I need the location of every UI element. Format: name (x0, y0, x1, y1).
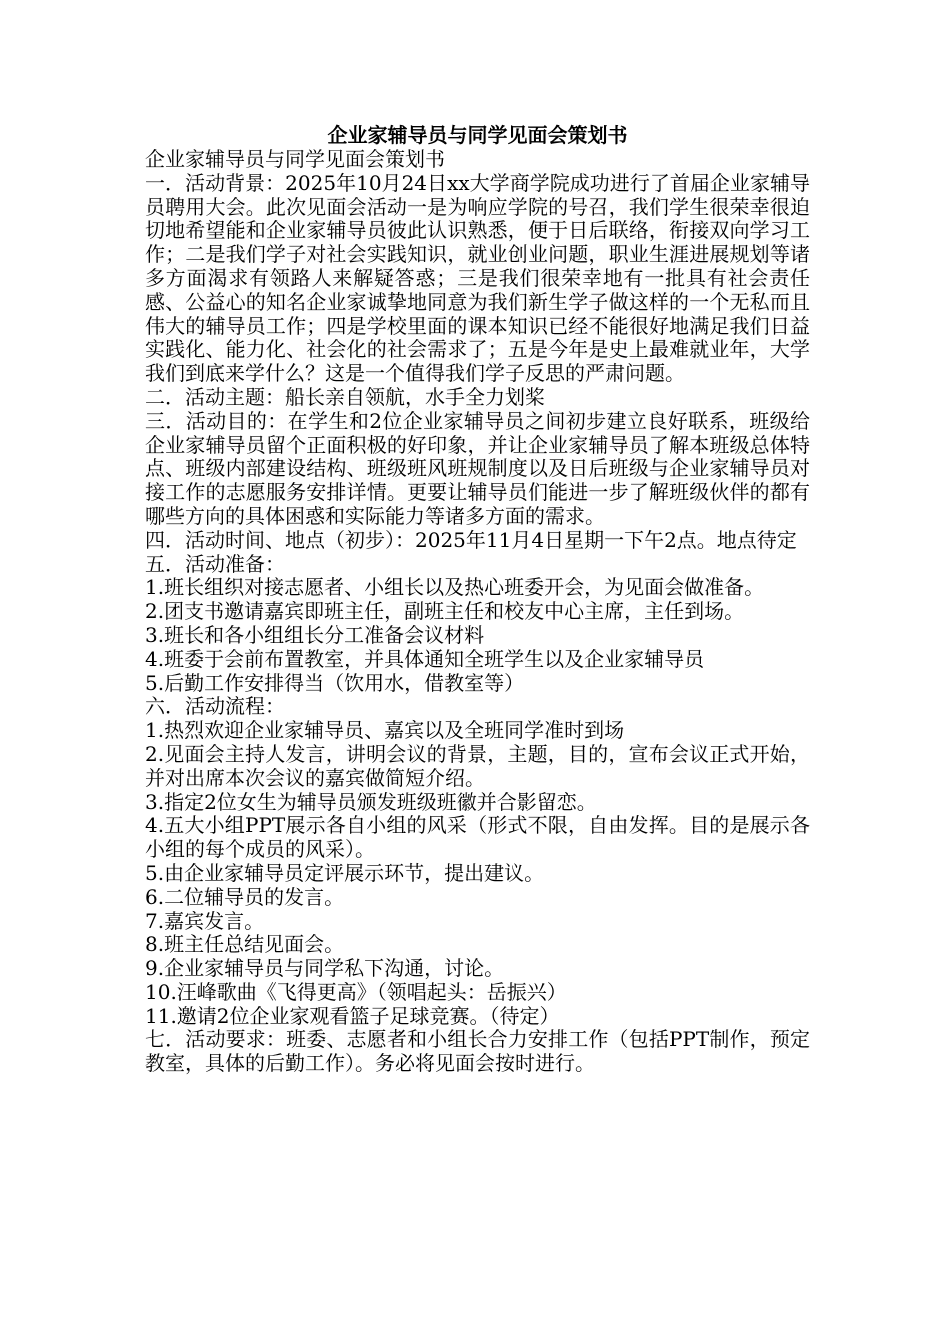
paragraph-time-place: 四．活动时间、地点（初步）：2025年11月4日星期一下午2点。地点待定 (145, 527, 797, 552)
paragraph-purpose: 三．活动目的：在学生和2位企业家辅导员之间初步建立良好联系，班级给企业家辅导员留个正面积极的好印象，并让企业家辅导员了解本班级总体特点、班级内部建设结构、班级班风班规制度以及日后班级与企业家辅导员对接工作的志愿服务安排详情。更要让辅导员们能进一步了解班级伙伴的都有哪些方向的具体困惑和实际能力等诸多方面的需求。 (145, 408, 810, 528)
list-item: 8.班主任总结见面会。 (145, 932, 345, 957)
list-item: 10.汪峰歌曲《飞得更高》（领唱起头：岳振兴） (145, 979, 567, 1004)
paragraph-background: 一．活动背景：2025年10月24日xx大学商学院成功进行了首届企业家辅导员聘用大会。此次见面会活动一是为响应学院的号召，我们学生很荣幸很迫切地希望能和企业家辅导员彼此认识熟悉，便于日后联络，衔接双向学习工作；二是我们学子对社会实践知识，就业创业问题，职业生涯进展规划等诸多方面渴求有领路人来解疑答惑；三是我们很荣幸地有一批具有社会责任感、公益心的知名企业家诚挚地同意为我们新生学子做这样的一个无私而且伟大的辅导员工作；四是学校里面的课本知识已经不能很好地满足我们日益实践化、能力化、社会化的社会需求了；五是今年是史上最难就业年，大学我们到底来学什么？这是一个值得我们学子反思的严肃问题。 (145, 170, 810, 386)
paragraph-subtitle: 企业家辅导员与同学见面会策划书 (145, 147, 445, 171)
list-item: 5.由企业家辅导员定评展示环节，提出建议。 (145, 860, 545, 885)
list-item: 6.二位辅导员的发言。 (145, 884, 345, 909)
list-item: 11.邀请2位企业家观看篮子足球竞赛。（待定） (145, 1003, 560, 1028)
list-item: 9.企业家辅导员与同学私下沟通，讨论。 (145, 956, 505, 981)
document-title: 企业家辅导员与同学见面会策划书 (327, 123, 628, 147)
section-heading-process: 六．活动流程： (145, 694, 285, 719)
paragraph-requirements: 七．活动要求：班委、志愿者和小组长合力安排工作（包括PPT制作，预定教室，具体的后勤工作）。务必将见面会按时进行。 (145, 1027, 810, 1076)
list-item: 2.团支书邀请嘉宾即班主任，副班主任和校友中心主席，主任到场。 (145, 599, 745, 624)
list-item: 3.指定2位女生为辅导员颁发班级班徽并合影留恋。 (145, 789, 597, 814)
paragraph-theme: 二．活动主题：船长亲自领航，水手全力划桨 (145, 384, 545, 409)
list-item: 4.五大小组PPT展示各自小组的风采（形式不限，自由发挥。目的是展示各小组的每个成员的风采）。 (145, 813, 810, 862)
document-body (145, 122, 810, 1076)
section-heading-preparation: 五．活动准备： (145, 551, 285, 576)
list-item: 5.后勤工作安排得当（饮用水，借教室等） (145, 670, 525, 695)
list-item: 3.班长和各小组组长分工准备会议材料 (145, 622, 485, 647)
list-item: 1.热烈欢迎企业家辅导员、嘉宾以及全班同学准时到场 (145, 718, 625, 743)
list-item: 2.见面会主持人发言，讲明会议的背景，主题，目的，宣布会议正式开始，并对出席本次会议的嘉宾做简短介绍。 (145, 741, 810, 790)
list-item: 1.班长组织对接志愿者、小组长以及热心班委开会，为见面会做准备。 (145, 575, 765, 600)
list-item: 4.班委于会前布置教室，并具体通知全班学生以及企业家辅导员 (145, 646, 705, 671)
list-item: 7.嘉宾发言。 (145, 908, 265, 933)
